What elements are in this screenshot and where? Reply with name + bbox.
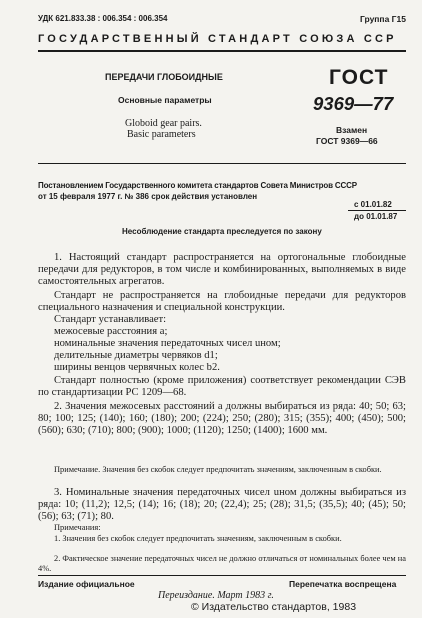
notes-heading: Примечания: (54, 523, 101, 532)
reissue-date: Переиздание. Март 1983 г. (158, 590, 274, 601)
note-tolerance: 2. Фактическое значение передаточных чисел не должно отличаться от номинальных более чем на 4%. (38, 554, 406, 574)
subtitle-ru: Основные параметры (118, 95, 212, 105)
list-item-rim-widths: ширины венцов червячных колес b2. (54, 362, 220, 373)
validity-from: с 01.01.82 (354, 200, 392, 209)
title-ru: ПЕРЕДАЧИ ГЛОБОИДНЫЕ (105, 72, 223, 82)
note-brackets-1: Примечание. Значения без скобок следует предпочитать значениям, заключенным в скобки. (54, 465, 382, 474)
subtitle-en: Basic parameters (127, 129, 196, 140)
list-item-worm-diameters: делительные диаметры червяков d1; (54, 350, 218, 361)
list-item-center-distance: межосевые расстояния a; (54, 326, 168, 337)
paragraph-scope: 1. Настоящий стандарт распространяется на ортогональные глобоидные передачи для редукторов, в том числе и комбинированных, выполняемых в виде самостоятельных агрегатов. (38, 252, 406, 288)
decree-line-1: Постановлением Государственного комитета стандартов Совета Министров СССР (38, 181, 357, 190)
gost-number: 9369—77 (313, 93, 394, 114)
title-rule (38, 163, 406, 164)
header-rule (38, 50, 406, 52)
paragraph-center-distances: 2. Значения межосевых расстояний a должны выбираться из ряда: 40; 50; 63; 80; 100; 125; (140); 160; (180); 200; (224); 250; (280); 315; (355); 400; (450); 500; (560); 630; (710); 800; (900); 1000; (1120); 1250; (1400); 1600 мм. (38, 401, 406, 437)
validity-to: до 01.01.87 (354, 212, 398, 221)
title-en: Globoid gear pairs. (125, 118, 202, 129)
footer-rule (38, 575, 406, 576)
replaces-label: Взамен (336, 125, 368, 135)
standard-header: ГОСУДАРСТВЕННЫЙ СТАНДАРТ СОЮЗА ССР (38, 33, 397, 45)
paragraph-cmea-compliance: Стандарт полностью (кроме приложения) соответствует рекомендации СЭВ по стандартизации РС 1209—68. (38, 375, 406, 399)
official-edition: Издание официальное (38, 579, 135, 589)
note-brackets-2: 1. Значения без скобок следует предпочитать значениям, заключенным в скобки. (54, 534, 342, 543)
udc-code: УДК 621.833.38 : 006.354 : 006.354 (38, 14, 168, 23)
gost-label: ГОСТ (329, 66, 389, 89)
group-code: Группа Г15 (360, 14, 406, 24)
decree-line-2: от 15 февраля 1977 г. № 386 срок действия установлен (38, 192, 258, 201)
reprint-prohibited: Перепечатка воспрещена (289, 579, 397, 589)
legal-warning: Несоблюдение стандарта преследуется по закону (122, 227, 322, 236)
paragraph-exclusions: Стандарт не распространяется на глобоидные передачи для редукторов специального назначения и специальной конструкции. (38, 290, 406, 314)
replaces-value: ГОСТ 9369—66 (316, 136, 378, 146)
copyright: © Издательство стандартов, 1983 (191, 601, 357, 613)
paragraph-establishes: Стандарт устанавливает: (54, 314, 167, 325)
validity-rule (348, 210, 406, 211)
list-item-gear-ratios: номинальные значения передаточных чисел uном; (54, 338, 281, 349)
paragraph-gear-ratios: 3. Номинальные значения передаточных чисел uном должны выбираться из ряда: 10; (11,2); 12,5; (14); 16; (18); 20; (22,4); 25; (28); 31,5; (35,5); 40; (45); 50; (56); 63; (71); 80. (38, 487, 406, 523)
